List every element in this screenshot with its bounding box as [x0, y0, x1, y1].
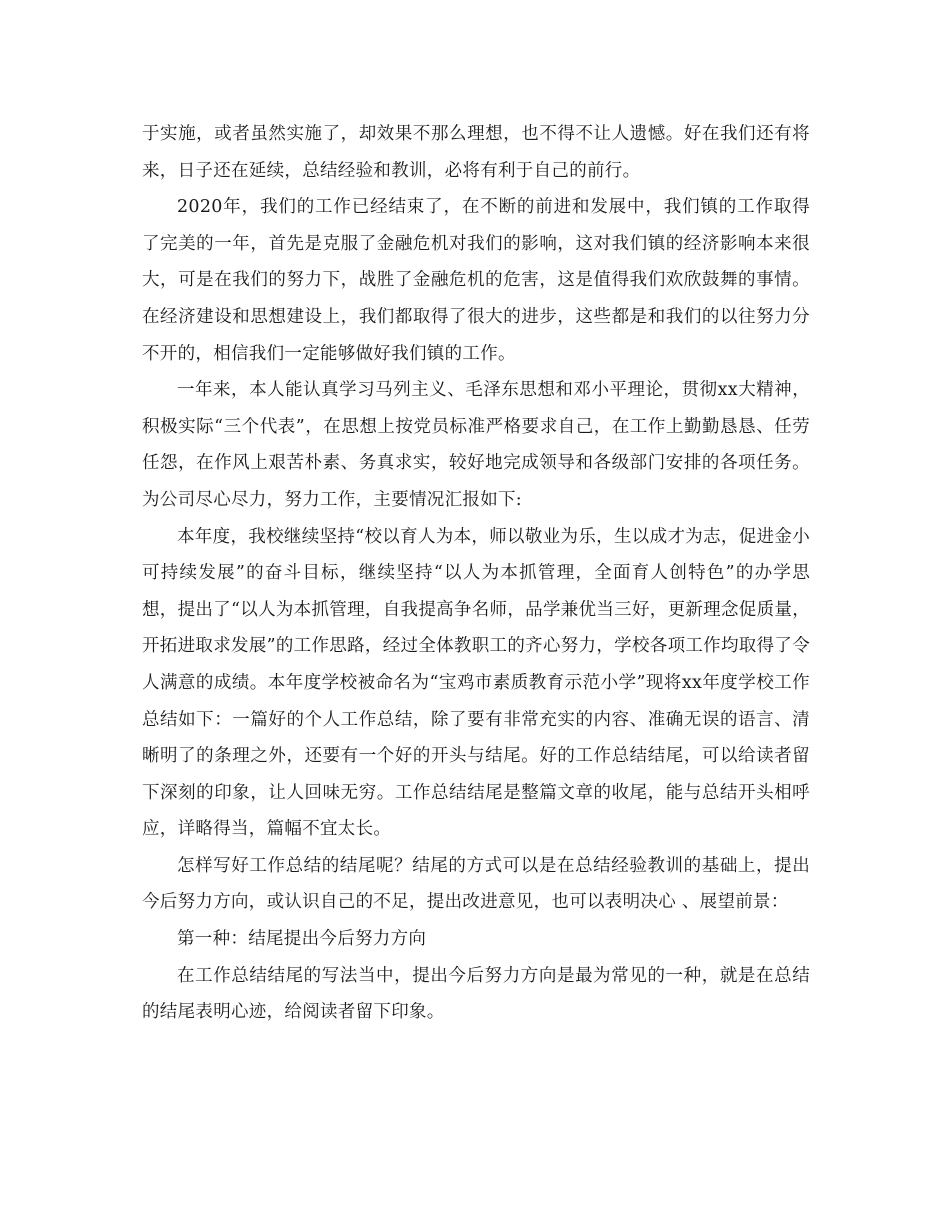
paragraph-4: 本年度，我校继续坚持“校以育人为本，师以敬业为乐，生以成才为志，促进金小可持续发展”的奋斗目标，继续坚持“以人为本抓管理，全面育人创特色”的办学思想，提出了“以人为本抓管理，自我提高争名师，品学兼优当三好，更新理念促质量，开拓进取求发展”的工作思路，经过全体教职工的齐心努力，学校各项工作均取得了令人满意的成绩。本年度学校被命名为“宝鸡市素质教育示范小学”现将xx年度学校工作总结如下：一篇好的个人工作总结，除了要有非常充实的内容、准确无误的语言、清晰明了的条理之外，还要有一个好的开头与结尾。好的工作总结结尾，可以给读者留下深刻的印象，让人回味无穷。工作总结结尾是整篇文章的收尾，能与总结开头相呼应，详略得当，篇幅不宜太长。 [142, 526, 810, 840]
paragraph-5: 怎样写好工作总结的结尾呢？结尾的方式可以是在总结经验教训的基础上，提出今后努力方向，或认识自己的不足，提出改进意见，也可以表明决心 、展望前景： [142, 855, 810, 913]
section-heading-first-type: 第一种：结尾提出今后努力方向 [177, 929, 427, 950]
document-body [142, 116, 810, 1031]
paragraph-2: 2020年，我们的工作已经结束了，在不断的前进和发展中，我们镇的工作取得了完美的一年，首先是克服了金融危机对我们的影响，这对我们镇的经济影响本来很大，可是在我们的努力下，战胜了金融危机的危害，这是值得我们欢欣鼓舞的事情。在经济建设和思想建设上，我们都取得了很大的进步，这些都是和我们的以往努力分不开的，相信我们一定能够做好我们镇的工作。 [142, 197, 810, 364]
paragraph-3: 一年来，本人能认真学习马列主义、毛泽东思想和邓小平理论，贯彻xx大精神，积极实际“三个代表”，在思想上按党员标准严格要求自己，在工作上勤勤恳恳、任劳任怨，在作风上艰苦朴素、务真求实，较好地完成领导和各级部门安排的各项任务。为公司尽心尽力，努力工作，主要情况汇报如下: [142, 380, 810, 510]
paragraph-7: 在工作总结结尾的写法当中，提出今后努力方向是最为常见的一种，就是在总结的结尾表明心迹，给阅读者留下印象。 [142, 965, 810, 1023]
paragraph-1: 于实施，或者虽然实施了，却效果不那么理想，也不得不让人遗憾。好在我们还有将来，日子还在延续，总结经验和教训，必将有利于自己的前行。 [142, 124, 810, 181]
